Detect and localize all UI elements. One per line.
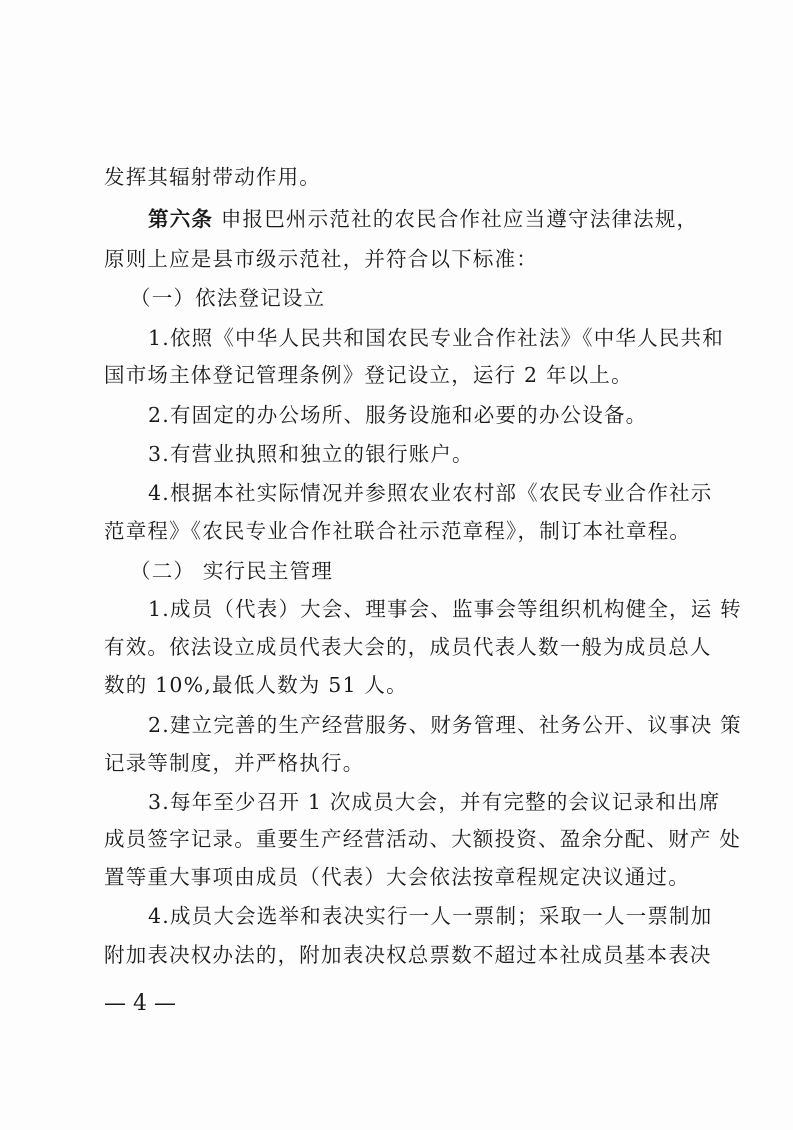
paragraph-line: 3.每年至少召开 1 次成员大会，并有完整的会议记录和出席 bbox=[148, 790, 721, 814]
paragraph-line: 记录等制度，并严格执行。 bbox=[104, 751, 365, 775]
paragraph-line: 1.依照《中华人民共和国农民专业合作社法》《中华人民共和 bbox=[148, 326, 724, 350]
paragraph-line: 国市场主体登记管理条例》登记设立，运行 2 年以上。 bbox=[104, 363, 633, 387]
article-text: 申报巴州示范社的农民合作社应当遵守法律法规， bbox=[213, 207, 699, 231]
paragraph-line: 3.有营业执照和独立的银行账户。 bbox=[148, 442, 474, 466]
paragraph-line: 数的 10%,最低人数为 51 人。 bbox=[104, 673, 408, 697]
paragraph-line: 范章程》《农民专业合作社联合社示范章程》，制订本社章程。 bbox=[104, 519, 692, 543]
paragraph-line: 有效。依法设立成员代表大会的，成员代表人数一般为成员总人 bbox=[104, 635, 712, 659]
section-heading: （二） 实行民主管理 bbox=[130, 559, 334, 583]
paragraph-line: 成员签字记录。重要生产经营活动、大额投资、盈余分配、财产 处 bbox=[104, 827, 742, 851]
paragraph-line: 置等重大事项由成员（代表）大会依法按章程规定决议通过。 bbox=[104, 865, 690, 889]
paragraph-line: 2.有固定的办公场所、服务设施和必要的办公设备。 bbox=[148, 403, 648, 427]
article-heading: 第六条 bbox=[148, 207, 214, 231]
paragraph-line: 原则上应是县市级示范社，并符合以下标准： bbox=[104, 247, 538, 271]
paragraph-line: 发挥其辐射带动作用。 bbox=[104, 165, 321, 189]
page-number: — 4 — bbox=[104, 991, 176, 1016]
section-heading: （一）依法登记设立 bbox=[130, 286, 326, 310]
paragraph-line: 2.建立完善的生产经营服务、财务管理、社务公开、议事决 策 bbox=[148, 713, 742, 737]
article-six-line bbox=[148, 206, 698, 232]
paragraph-line: 1.成员（代表）大会、理事会、监事会等组织机构健全，运 转 bbox=[148, 597, 742, 621]
paragraph-line: 4.根据本社实际情况并参照农业农村部《农民专业合作社示 bbox=[148, 481, 713, 505]
paragraph-line: 附加表决权办法的，附加表决权总票数不超过本社成员基本表决 bbox=[104, 943, 712, 967]
paragraph-line: 4.成员大会选举和表决实行一人一票制；采取一人一票制加 bbox=[148, 904, 713, 928]
